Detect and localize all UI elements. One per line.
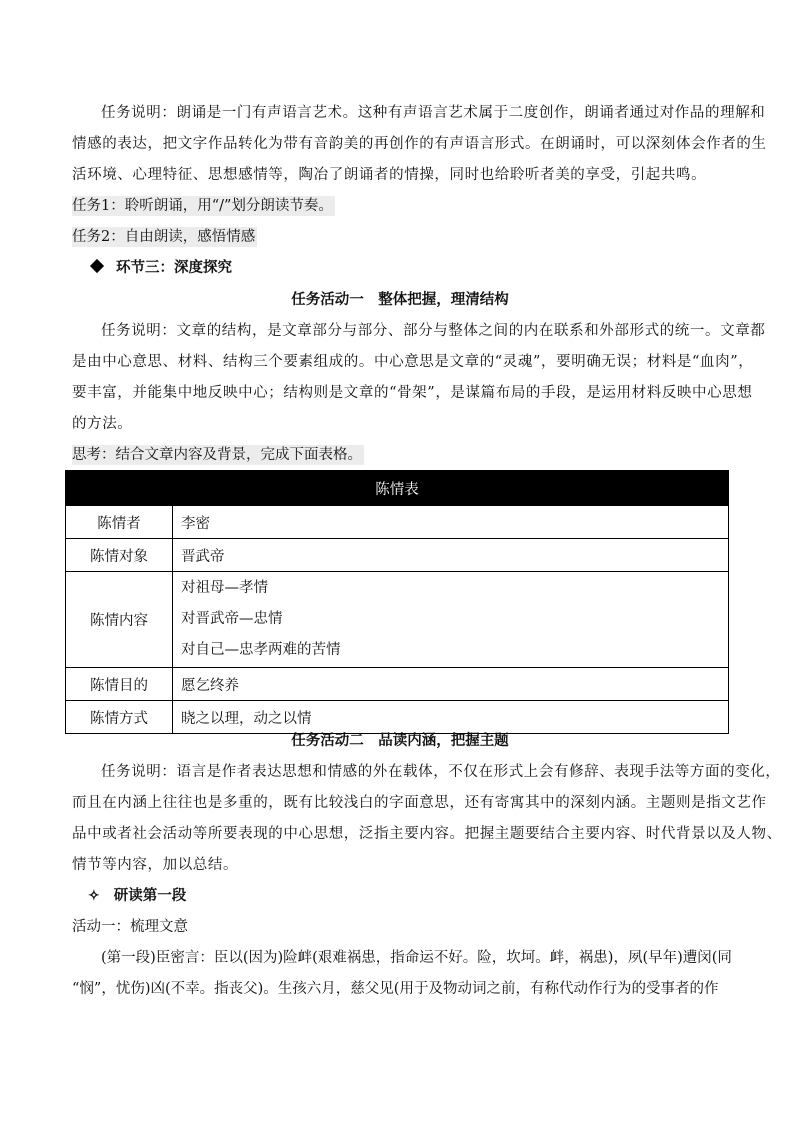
task-2-text: 任务2：自由朗读，感悟情感 — [72, 229, 256, 245]
chenqing-table — [65, 470, 729, 734]
row-value: 晋武帝 — [173, 539, 729, 572]
row-label: 陈情目的 — [66, 668, 173, 701]
row-label: 陈情对象 — [66, 539, 173, 572]
paragraph-line-2: “悯”，忧伤)凶(不幸。指丧父)。生孩六月，慈父见(用于及物动词之前，有称代动作行为的受事者的作 — [72, 981, 719, 997]
row-value-multi — [173, 572, 729, 668]
intro-line-2: 情感的表达，把文字作品转化为带有音韵美的再创作的有声语言形式。在朗诵时，可以深刻体会作者的生 — [72, 136, 767, 152]
paragraph-line-1: (第一段)臣密言：臣以(因为)险衅(艰难祸患，指命运不好。险，坎坷。衅，祸患)，夙(早年)遭闵(同 — [101, 950, 732, 966]
table-row — [66, 572, 729, 668]
row-label: 陈情内容 — [66, 572, 173, 668]
row-value: 愿乞终养 — [173, 668, 729, 701]
think-prompt — [72, 445, 732, 465]
intro-line-3: 活环境、心理特征、思想感情等，陶冶了朗诵者的情操，同时也给聆听者美的享受，引起共鸣。 — [72, 167, 707, 183]
activity-2-line-1: 任务说明：语言是作者表达思想和情感的外在载体，不仅在形式上会有修辞、表现手法等方面的变化， — [101, 764, 781, 780]
think-prompt-text: 思考：结合文章内容及背景，完成下面表格。 — [72, 447, 362, 463]
content-item: 对晋武帝—忠情 — [181, 611, 283, 627]
four-point-star-icon: ✧ — [88, 888, 100, 904]
activity-2-line-2: 而且在内涵上往往也是多重的，既有比较浅白的字面意思，还有寄寓其中的深刻内涵。主题则是指文艺作 — [72, 795, 767, 811]
activity-2-heading: 任务活动二 品读内涵，把握主题 — [291, 732, 509, 749]
table-row — [66, 701, 729, 734]
activity-2-line-3: 品中或者社会活动等所要表现的中心思想，泛指主要内容。把握主题要结合主要内容、时代背景以及人物、 — [72, 826, 782, 842]
table-row — [66, 539, 729, 572]
activity-2-line-4: 情节等内容，加以总结。 — [72, 857, 239, 873]
row-label: 陈情方式 — [66, 701, 173, 734]
diamond-bullet-icon — [90, 259, 104, 273]
activity-one-label: 活动一：梳理文意 — [72, 919, 188, 935]
content-item: 对祖母—孝情 — [181, 580, 268, 596]
table-row — [66, 668, 729, 701]
activity-1-line-2: 是由中心意思、材料、结构三个要素组成的。中心意思是文章的“灵魂”，要明确无误；材料是“血肉”， — [72, 354, 754, 370]
study-heading — [72, 886, 732, 906]
content-item: 对自己—忠孝两难的苦情 — [181, 642, 341, 658]
intro-line-1: 任务说明：朗诵是一门有声语言艺术。这种有声语言艺术属于二度创作，朗诵者通过对作品的理解和 — [101, 105, 766, 121]
table-header-row — [66, 471, 729, 506]
section-3-heading-text: 环节三：深度探究 — [116, 259, 232, 276]
task-2 — [72, 227, 732, 247]
row-value: 李密 — [173, 506, 729, 539]
activity-1-line-1: 任务说明：文章的结构，是文章部分与部分、部分与整体之间的内在联系和外部形式的统一。文章都 — [101, 323, 766, 339]
study-heading-text: 研读第一段 — [113, 887, 187, 904]
table-row — [66, 506, 729, 539]
row-value: 晓之以理，动之以情 — [173, 701, 729, 734]
row-label: 陈情者 — [66, 506, 173, 539]
activity-1-line-3: 要丰富，并能集中地反映中心；结构则是文章的“骨架”，是谋篇布局的手段，是运用材料反映中心思想 — [72, 385, 753, 401]
activity-1-heading: 任务活动一 整体把握，理清结构 — [291, 291, 509, 308]
activity-1-line-4: 的方法。 — [72, 416, 133, 432]
section-3-heading — [72, 258, 732, 278]
table-title: 陈情表 — [66, 471, 729, 506]
task-1-text: 任务1：聆听朗诵，用“/”划分朗读节奏。 — [72, 198, 333, 214]
task-1 — [72, 196, 732, 216]
